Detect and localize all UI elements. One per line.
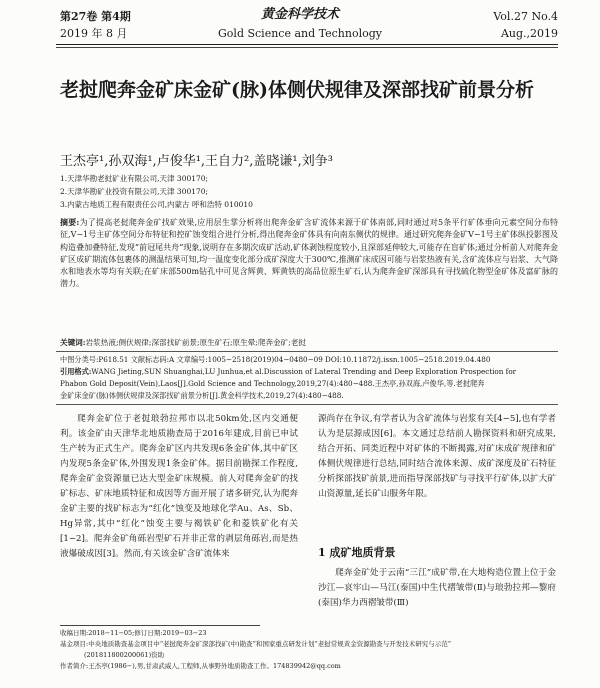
footnote-fund-2: (201811800200061)资助	[84, 651, 165, 659]
footnote-rule	[60, 625, 260, 626]
affiliation-1: 1.天津华勘老挝矿业有限公司,天津 300170;	[60, 174, 209, 183]
article-title: 老挝爬奔金矿床金矿(脉)体侧伏规律及深部找矿前景分析	[60, 79, 534, 101]
volume-issue-en: Vol.27 No.4	[493, 10, 558, 23]
body-left-column: 爬奔金矿位于老挝琅勃拉邦市以北50km处,区内交通便利。该金矿由天津华北地质勘查局于2016年建成,目前已申试生产转为正式生产。爬奔金矿区内共发现6条金矿体,其中矿区内发现5条金矿体,外围发现1条金矿体。据目前勘探工作程度,爬奔金矿金资源量已达大型金矿床规模。前人对爬奔金矿的找矿标志、矿床地质特征和成因等方面开展了诸多研究,认为爬奔金矿主要的找矿标志为“红化”蚀变及地球化学Au、As、Sb、Hg异常,其中“红化”蚀变主要与褐铁矿化和菱铁矿化有关[1−2]。爬奔金矿角砾岩型矿石并非正常的剥层角砾岩,而是热液爆破成因[3]。然而,有关该金矿含矿流体来	[60, 414, 298, 559]
citation-line-3: 金矿床金矿(脉)体侧伏规律及深部找矿前景分析[J].黄金科学技术,2019,27(4):480−488.	[60, 391, 344, 400]
citation-text-1: WANG Jieting,SUN Shuanghai,LU Junhua,et al.Discussion of Lateral Trending and Deep Exploration Prospection for	[91, 367, 517, 376]
section-1-heading: 1 成矿地质背景	[318, 546, 396, 559]
body-right-column-bottom: 爬奔金矿处于云南“三江”成矿带,在大地构造位置上位于金沙江—哀牢山—马江(泰国)中生代褶皱带(Ⅱ)与琅勃拉邦—黎府(泰国)华力西褶皱带(Ⅲ)	[318, 568, 556, 608]
abstract-text: 为了提高老挝爬奔金矿找矿效果,应用层生掌分析将出爬奔金矿含矿流体来源于矿体南部,同时通过对5条平行矿体垂向元素空间分布特征,V−1号主矿体空间分布特征和控矿蚀变组合进行分析,得出爬奔金矿体具有向南东侧伏的规律。通过研究爬奔金矿V−1号主矿体纵投影图及构造叠加叠特征,发现“前冠尾共舟”现象,说明存在多期次成矿活动,矿体剥蚀程度较小,且深部延伸较大,可能存在盲矿体;通过分析前人对爬奔金矿区成矿期流体包裹体的测温结果可知,均一温度变化部分成矿深度大于300℃,推测矿床成因可能与岩浆热液有关,含矿流体应与岩浆、大气降水和地表水等均有关联;在矿床部500m钻孔中可见含辉黄、辉黄铁的高品位原生矿石,认为爬奔金矿深部具有寻找硫化物型金矿体及富矿脉的潜力。	[60, 218, 559, 289]
date-en: Aug.,2019	[500, 27, 558, 40]
abstract	[60, 216, 558, 291]
citation-line-1	[60, 366, 558, 378]
keywords-text: 岩浆热液;侧伏规律;深部找矿前景;原生矿石;原生晕;爬奔金矿;老挝	[85, 338, 306, 347]
volume-issue-cn: 第27卷 第4期	[60, 10, 131, 23]
keywords-label: 关键词:	[60, 338, 86, 347]
footnote-fund: 基金项目:中央地质勘查基金项目中“老挝爬奔金矿深部找矿(中)勘查”和国家重点研发计划“老挝常规黄金资源勘查与开发技术研究与示范”	[60, 640, 452, 648]
journal-name-en: Gold Science and Technology	[218, 27, 382, 40]
affiliation-2: 2.天津华勘矿业投资有限公司,天津 300170;	[60, 187, 209, 196]
keywords-rule	[56, 351, 558, 352]
footnote-received: 收稿日期:2018−11−05;修订日期:2019−03−23	[60, 629, 207, 637]
journal-name-cn: 黄金科学技术	[260, 7, 339, 22]
classification-line: 中图分类号:P618.51 文献标志码:A 文章编号:1005−2518(2019)04−0480−09 DOI:10.11872/j.issn.1005−2518.2019.04.480	[60, 355, 491, 364]
citation-line-2: Phabon Gold Deposit(Vein),Laos[J].Gold Science and Technology,2019,27(4):480−488.王杰亭,孙双海,卢俊华,等.老挝爬奔	[60, 379, 485, 388]
date-cn: 2019 年 8 月	[60, 27, 128, 40]
header-rule	[56, 44, 558, 45]
citation-rule	[56, 404, 558, 405]
author-list: 王杰亭¹,孙双海¹,卢俊华¹,王自力²,盖晓谦¹,刘争³	[60, 154, 333, 169]
header-rule-thin	[56, 47, 558, 48]
footnote-author-info: 作者简介:王杰亭(1986−),男,甘肃武威人,工程师,从事野外地质勘查工作。174839942@qq.com	[60, 662, 341, 670]
body-right-column-top: 源尚存在争议,有学者认为含矿流体与岩浆有关[4−5],也有学者认为是层源成因[6]。本文通过总结前人勘探资料和研究成果,结合开拓、同类近程中对矿体的不断揭露,对矿床成矿规律和矿体侧伏规律进行总结,同时结合流体来源、成矿深度及矿石特征分析探部找矿前景,进而指导深部找矿与寻找平行矿体,以扩大矿山资源量,延长矿山服务年限。	[318, 414, 556, 499]
abstract-label: 摘要:	[60, 217, 80, 227]
citation-label: 引用格式:	[60, 367, 92, 376]
affiliation-3: 3.内蒙古地质工程有限责任公司,内蒙古 呼和浩特 010010	[60, 200, 253, 209]
keywords	[60, 337, 558, 349]
